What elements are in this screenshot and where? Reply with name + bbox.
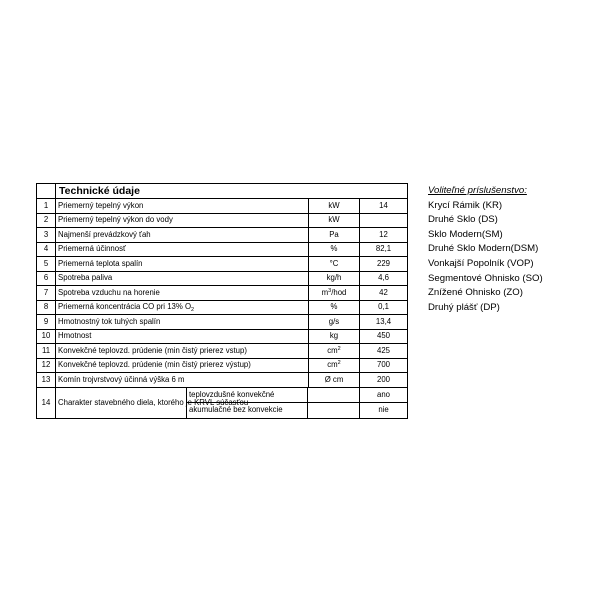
optional-accessories bbox=[428, 184, 543, 315]
character-value-row bbox=[360, 388, 407, 403]
table-row bbox=[37, 228, 408, 243]
table-row bbox=[37, 344, 408, 359]
row-value: 12 bbox=[360, 228, 408, 243]
row-value: 14 bbox=[360, 199, 408, 214]
row-number: 6 bbox=[37, 271, 56, 286]
unit-main: cm bbox=[327, 360, 338, 369]
table-title-row bbox=[37, 184, 408, 199]
row-number: 8 bbox=[37, 300, 56, 315]
unit-superscript: 2 bbox=[337, 360, 341, 366]
character-value-1: ano bbox=[360, 388, 407, 403]
accessories-title: Voliteľné príslušenstvo: bbox=[428, 185, 527, 196]
row-number: 10 bbox=[37, 329, 56, 344]
accessory-item: Znížené Ohnisko (ZO) bbox=[428, 287, 523, 299]
row-unit: % bbox=[309, 300, 360, 315]
character-values-subtable bbox=[360, 388, 407, 418]
row-value: 0,1 bbox=[360, 300, 408, 315]
row-value: 450 bbox=[360, 329, 408, 344]
row-label: Spotreba vzduchu na horenie bbox=[56, 286, 309, 301]
row-label bbox=[56, 300, 309, 315]
row-unit bbox=[309, 358, 360, 373]
row-unit: Ø cm bbox=[309, 373, 360, 388]
technical-specs-table bbox=[36, 183, 408, 419]
accessory-item: Vonkajší Popolník (VOP) bbox=[428, 257, 534, 269]
unit-main: m bbox=[321, 287, 329, 297]
row-value: 13,4 bbox=[360, 315, 408, 330]
table-row bbox=[37, 257, 408, 272]
table-row bbox=[37, 329, 408, 344]
unit-rest: /hod bbox=[331, 287, 347, 297]
row-label: Komín trojvrstvový účinná výška 6 m bbox=[56, 373, 309, 388]
row-label: Konvekčné teplovzd. prúdenie (min čistý prierez výstup) bbox=[56, 358, 309, 373]
row-label: Priemerný tepelný výkon do vody bbox=[56, 213, 309, 228]
accessory-item: Druhé Sklo Modern(DSM) bbox=[428, 243, 539, 255]
row-number: 4 bbox=[37, 242, 56, 257]
table-row bbox=[37, 213, 408, 228]
character-subrow bbox=[56, 388, 359, 403]
row-label: Spotreba paliva bbox=[56, 271, 309, 286]
row-number: 9 bbox=[37, 315, 56, 330]
title-num-cell bbox=[37, 184, 56, 199]
row-value: 425 bbox=[360, 344, 408, 359]
row-value: 42 bbox=[360, 286, 408, 301]
character-option-1-unit bbox=[308, 388, 360, 403]
row-value: 200 bbox=[360, 373, 408, 388]
row-unit: g/s bbox=[309, 315, 360, 330]
table-row bbox=[37, 315, 408, 330]
row-unit: % bbox=[309, 242, 360, 257]
row-number: 14 bbox=[37, 387, 56, 418]
row-unit bbox=[309, 344, 360, 359]
row-number: 1 bbox=[37, 199, 56, 214]
accessory-item: Segmentové Ohnisko (SO) bbox=[428, 272, 543, 284]
table-row bbox=[37, 242, 408, 257]
row-unit: kW bbox=[309, 213, 360, 228]
row-label: Priemerná teplota spalín bbox=[56, 257, 309, 272]
table-row-character bbox=[37, 387, 408, 418]
row-number: 5 bbox=[37, 257, 56, 272]
character-option-1: teplovzdušné konvekčné bbox=[187, 388, 308, 403]
row-unit bbox=[309, 286, 360, 301]
table-title: Technické údaje bbox=[56, 184, 360, 199]
character-value-row bbox=[360, 403, 407, 418]
table-row bbox=[37, 300, 408, 315]
character-option-2: akumulačné bez konvekcie bbox=[189, 405, 283, 415]
character-values-cell bbox=[360, 387, 408, 418]
row-unit: kg bbox=[309, 329, 360, 344]
table-row bbox=[37, 271, 408, 286]
row-unit: °C bbox=[309, 257, 360, 272]
row-number: 13 bbox=[37, 373, 56, 388]
row-label: Priemerný tepelný výkon bbox=[56, 199, 309, 214]
unit-main: cm bbox=[327, 345, 338, 355]
row-label: Konvekčné teplovzd. prúdenie (min čistý prierez vstup) bbox=[56, 344, 309, 359]
row-label: Hmotnost bbox=[56, 329, 309, 344]
row-number: 11 bbox=[37, 344, 56, 359]
row-number: 2 bbox=[37, 213, 56, 228]
table-row bbox=[37, 199, 408, 214]
row-number: 3 bbox=[37, 228, 56, 243]
table-row bbox=[37, 373, 408, 388]
table-row bbox=[37, 358, 408, 373]
row-unit: Pa bbox=[309, 228, 360, 243]
row-label: Hmotnostný tok tuhých spalín bbox=[56, 315, 309, 330]
row-number: 12 bbox=[37, 358, 56, 373]
row-number: 7 bbox=[37, 286, 56, 301]
row-value: 700 bbox=[360, 358, 408, 373]
accessory-item: Druhý plášť (DP) bbox=[428, 301, 500, 313]
label-main: Priemerná koncentrácia CO pri 13% O bbox=[58, 302, 192, 311]
row-label: Priemerná účinnosť bbox=[56, 242, 309, 257]
character-value-2: nie bbox=[378, 405, 389, 415]
table-row bbox=[37, 286, 408, 301]
accessory-item: Druhé Sklo (DS) bbox=[428, 214, 498, 226]
row-value: 4,6 bbox=[360, 271, 408, 286]
title-end-cell bbox=[360, 184, 408, 199]
unit-superscript: 3 bbox=[328, 287, 332, 294]
character-cell bbox=[56, 387, 360, 418]
row-value: 82,1 bbox=[360, 242, 408, 257]
row-unit: kW bbox=[309, 199, 360, 214]
accessory-item: Krycí Rámik (KR) bbox=[428, 199, 503, 211]
character-option-2-unit bbox=[308, 403, 360, 418]
unit-superscript: 2 bbox=[337, 345, 341, 352]
row-value: 229 bbox=[360, 257, 408, 272]
label-subscript: 2 bbox=[191, 307, 195, 313]
character-label: Charakter stavebného diela, ktorého je KRVL súčasťou bbox=[56, 388, 187, 418]
character-subtable bbox=[56, 388, 359, 418]
row-value bbox=[360, 213, 408, 228]
row-label: Najmenší prevádzkový ťah bbox=[56, 228, 309, 243]
row-unit: kg/h bbox=[309, 271, 360, 286]
accessory-item: Sklo Modern(SM) bbox=[428, 228, 503, 240]
